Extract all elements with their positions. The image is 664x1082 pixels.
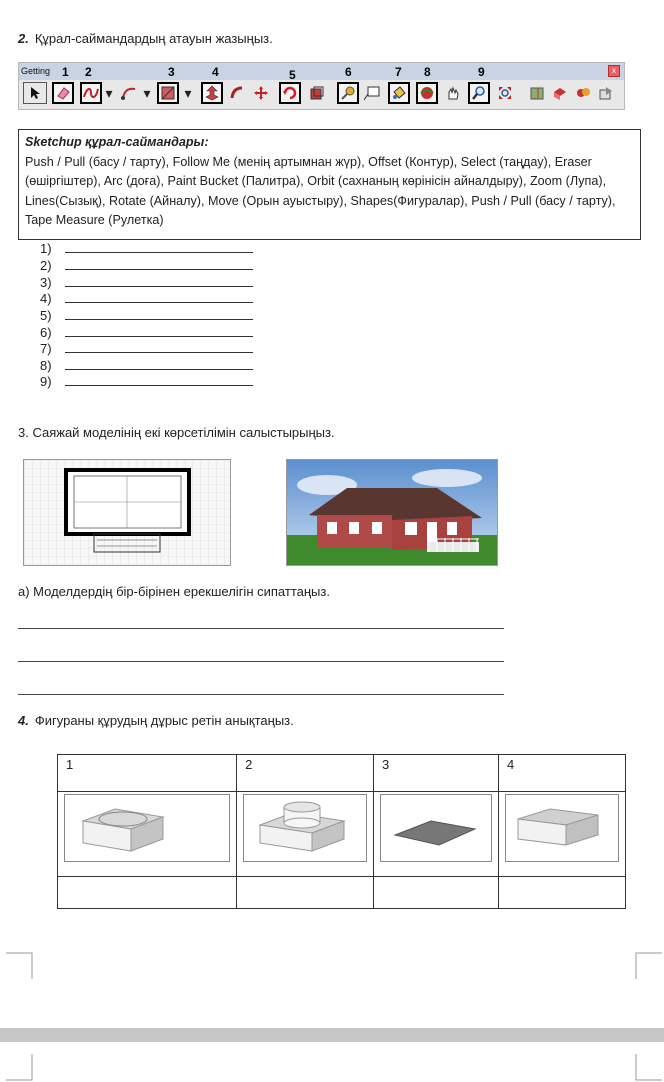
page-corner-mark	[634, 1053, 662, 1081]
tool-number-3: 3	[168, 65, 175, 79]
table-header-cell: 4	[499, 755, 626, 792]
answer-underline	[65, 352, 253, 353]
toolbar-group-name: Getting	[21, 66, 51, 76]
answer-number: 4)	[40, 291, 52, 306]
answer-underline	[65, 286, 253, 287]
tool-number-8: 8	[424, 65, 431, 79]
answer-number: 7)	[40, 341, 52, 356]
question-2-text: Құрал-саймандардың атауын жазыңыз.	[34, 31, 273, 46]
tool-number-1: 1	[62, 65, 69, 79]
sketchup-toolbar	[18, 62, 625, 110]
eraser-icon	[52, 82, 74, 104]
tool-number-9: 9	[478, 65, 485, 79]
table-header-cell: 2	[237, 755, 374, 792]
freehand-lines-icon	[80, 82, 102, 104]
shape-order-table	[57, 754, 626, 909]
offset-icon	[306, 82, 328, 104]
answer-line[interactable]	[40, 275, 64, 291]
answer-line[interactable]	[40, 308, 64, 324]
close-icon: x	[608, 65, 620, 77]
tape-measure-icon	[337, 82, 359, 104]
question-2-title	[18, 31, 273, 46]
dropdown-arrow-icon: ▾	[105, 84, 113, 101]
answer-underline	[65, 369, 253, 370]
question-4-text: Фигураны құрудың дұрыс ретін анықтаңыз.	[34, 713, 294, 728]
answer-underline	[65, 252, 253, 253]
question-4-number: 4.	[18, 713, 29, 728]
floor-plan-image	[23, 459, 231, 566]
page-corner-mark	[6, 1053, 34, 1081]
box-with-circle-image	[64, 794, 230, 862]
rectangle-shape-icon	[157, 82, 179, 104]
tool-number-4: 4	[212, 65, 219, 79]
answer-underline	[65, 319, 253, 320]
table-header-cell: 1	[58, 755, 237, 792]
flat-rectangle-image	[380, 794, 492, 862]
tool-number-6: 6	[345, 65, 352, 79]
answer-line[interactable]	[40, 358, 64, 374]
answer-line[interactable]	[40, 258, 64, 274]
answer-long-line[interactable]	[18, 694, 504, 695]
push-pull-icon	[201, 82, 223, 104]
dropdown-arrow-icon: ▾	[143, 84, 151, 101]
pan-hand-icon	[442, 82, 464, 104]
table-answer-cell[interactable]	[237, 877, 374, 909]
tool-number-2: 2	[85, 65, 92, 79]
question-3-title: 3. Саяжай моделінің екі көрсетілімін салыстырыңыз.	[18, 425, 335, 440]
answer-long-line[interactable]	[18, 628, 504, 629]
answer-underline	[65, 269, 253, 270]
orbit-icon	[416, 82, 438, 104]
move-icon	[250, 82, 272, 104]
answer-number: 3)	[40, 275, 52, 290]
select-arrow-icon	[23, 82, 47, 104]
answer-underline	[65, 385, 253, 386]
table-answer-cell[interactable]	[374, 877, 499, 909]
question-4-title	[18, 713, 294, 728]
answer-number: 5)	[40, 308, 52, 323]
paint-bucket-icon	[388, 82, 410, 104]
toolbar-title-strip	[19, 63, 624, 80]
house-render-image	[286, 459, 498, 566]
components-icon	[572, 82, 594, 104]
answer-number: 1)	[40, 241, 52, 256]
rotate-icon	[279, 82, 301, 104]
table-answer-cell[interactable]	[499, 877, 626, 909]
warehouse-icon	[549, 82, 571, 104]
arc-icon	[118, 82, 140, 104]
answer-number: 6)	[40, 325, 52, 340]
answer-long-line[interactable]	[18, 661, 504, 662]
table-image-cell	[237, 792, 374, 877]
text-label-icon	[361, 82, 381, 104]
zoom-icon	[468, 82, 490, 104]
answer-line[interactable]	[40, 374, 64, 390]
table-header-cell: 3	[374, 755, 499, 792]
table-image-cell	[374, 792, 499, 877]
dropdown-arrow-icon: ▾	[184, 84, 192, 101]
box-with-cylinder-image	[243, 794, 367, 862]
box-extruded-image	[505, 794, 619, 862]
answer-number: 2)	[40, 258, 52, 273]
tool-number-7: 7	[395, 65, 402, 79]
answer-line[interactable]	[40, 241, 64, 257]
question-3a-title: а) Моделдердің бір-бірінен ерекшелігін сипаттаңыз.	[18, 584, 330, 599]
question-2-number: 2.	[18, 31, 29, 46]
answer-line[interactable]	[40, 325, 64, 341]
table-image-cell	[499, 792, 626, 877]
answer-line[interactable]	[40, 291, 64, 307]
tool-number-5: 5	[289, 68, 296, 82]
table-answer-cell[interactable]	[58, 877, 237, 909]
answer-number: 8)	[40, 358, 52, 373]
share-model-icon	[595, 82, 617, 104]
map-icon	[526, 82, 548, 104]
page-corner-mark	[6, 952, 34, 980]
page-corner-mark	[634, 952, 662, 980]
info-title: Sketchup құрал-саймандары:	[25, 135, 209, 149]
table-image-cell	[58, 792, 237, 877]
tools-info-box	[18, 129, 641, 240]
follow-me-icon	[226, 82, 248, 104]
answer-number: 9)	[40, 374, 52, 389]
answer-line[interactable]	[40, 341, 64, 357]
info-body: Push / Pull (басу / тарту), Follow Me (менің артымнан жүр), Offset (Контур), Select (таңдау), Eraser (өшіргіштер), Arc (доға), Paint Bucket (Палитра), Orbit (сахнаның көрінісін айналдыру), Zoom (Лупа), Lines(Сызық), Rotate (Айналу), Move (Орын ауыстыру), Shapes(Фигуралар), Push / Pull (басу / тарту), Tape Measure (Рулетка)	[25, 154, 616, 227]
answer-underline	[65, 336, 253, 337]
answer-underline	[65, 302, 253, 303]
page-separator	[0, 1028, 664, 1042]
zoom-extents-icon	[494, 82, 516, 104]
